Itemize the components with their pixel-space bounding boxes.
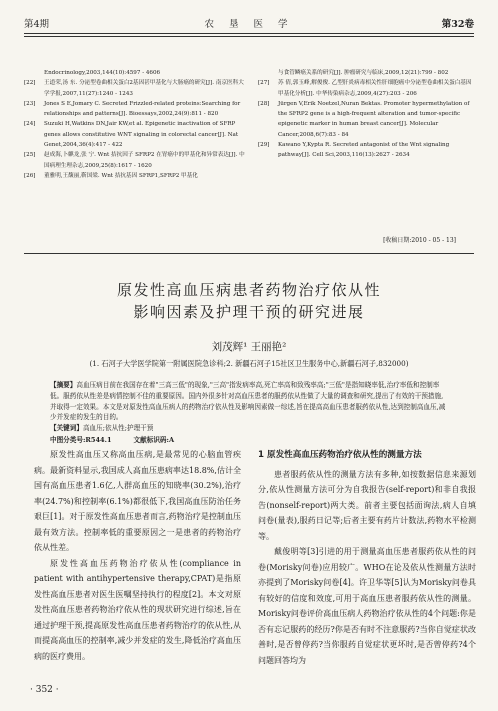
received-date: [收稿日期:2010 - 05 - 13]	[383, 237, 456, 244]
keywords-label: 【关键词】	[50, 424, 83, 433]
author-affiliation: (1. 石河子大学医学院第一附属医院急诊科;2. 新疆石河子15社区卫生服务中心,新疆石河子,832000)	[89, 359, 409, 368]
section-heading: 1 原发性高血压药物治疗依从性的测量方法	[258, 450, 422, 460]
keywords-text: 高血压;依从性;护理干预	[82, 424, 154, 433]
section-divider	[24, 253, 474, 254]
body-paragraph: 原发性高血压又称高血压病,是最常见的心脑血管疾病。最新资料显示,我国成人高血压患病率达18.8%,估计全国有高血压患者1.6亿,人群高血压的知晓率(30.2%),治疗率(24.7%)和控制率(6.1%)都很低下,我国高血压防治任务艰巨[1]。对于原发性高血压患者而言,药物治疗是控制血压最有效方法。控制率低的重要原因之一是患者的药物治疗依从性差。	[34, 450, 241, 552]
article-title-line-2: 影响因素及护理干预的研究进展	[133, 303, 365, 321]
reference-item: [28] Jürgen V,Erik Noetzel,Nuran Bektas. Promoter hypermethylation of the SFRP2 gene is a high-frequent alteration and tumor-specific epigenetic marker in human breast cancer[J]. Molecular Cancer,2008,6(7):83 - 84	[258, 100, 470, 138]
article-title-line-1: 原发性高血压病患者药物治疗依从性	[116, 281, 381, 299]
header-rule-thin	[24, 36, 474, 37]
body-right-column	[258, 447, 476, 668]
keywords	[50, 423, 448, 434]
header-rule-thick	[24, 33, 474, 34]
body-paragraph: 患者服药依从性的测量方法有多种,如按数据信息来源划分,依从性测量方法可分为自我报告(self-report)和非自我报告(nonself-report)两大类。前者主要包括面询法,病人自填问卷(量表),服药日记等;后者主要有药片计数法,药物水平检测等。	[258, 469, 476, 541]
abstract-label: 【摘要】	[50, 381, 77, 389]
reference-item: [29] Kawano Y,Kypta R. Secreted antagonist of the Wnt signaling pathway[J]. Cell Sci,2003,116(13):2627 - 2634	[258, 142, 450, 159]
body-paragraph: 戴俊明等[3]引进的用于测量高血压患者服药依从性的问卷(Morisky问卷)应用较广。WHO在论及依从性测量方法时亦提到了Morisky问卷[4]。许卫华等[5]认为Morisky问卷具有较好的信度和效度,可用于高血压患者服药依从性的测量。Morisky问卷评价高血压病人药物治疗依从性的4个问题:你是否有忘记服药的经历?你是否有时不注意服药?当你自觉症状改善时,是否曾停药?当你服药自觉症状更坏时,是否曾停药?4个问题回答均为	[258, 547, 476, 665]
page-number: · 352 ·	[30, 685, 59, 695]
reference-item: 与食管鳞癌关系的研究[J]. 肿瘤研究与临床,2009,12(21):799 - 802	[278, 70, 449, 76]
abstract-block	[50, 380, 448, 446]
reference-item: [25] 赵成海,卜麒龙,张 宁. Wnt 拮抗因子 SFRP2 在胃癌中的甲基化和异常表达[J]. 中国病理生理杂志,2009,25(8):1617 - 1620	[24, 152, 245, 169]
reference-item: [22] 王道荣,汤 东. 分泌型卷曲相关蛋白2基因甚甲基化与大肠癌的研究[J]. 南京医科大学学报,2007,11(27):1240 - 1243	[24, 80, 244, 97]
body-left-column	[34, 447, 241, 664]
reference-item: [26] 董雅明,王馥丽,靳国梁. Wnt 拮抗基因 SFRP1,SFRP2 甲基化	[24, 172, 198, 179]
document-code: A	[168, 435, 175, 444]
references-right-column	[258, 68, 476, 161]
abstract	[50, 380, 448, 423]
clc-code: R544.1	[85, 435, 112, 444]
volume-number: 第32卷	[441, 19, 474, 30]
reference-item: [24] Suzuki H,Watkins DN,Jair KW,et al. Epigenetic inactivation of SFRP genes allows constitutive WNT signaling in colorectal cancer[J]. Nat Genet,2004,36(4):417 - 422	[24, 121, 239, 149]
classification-line: 中图分类号:R544.1 文献标识码:A	[50, 435, 175, 444]
running-header	[24, 14, 474, 30]
reference-item: [27] 苏 倩,郭玉峰,解俊俊. 乙型肝炎病毒相关性肝细胞癌中分泌型卷曲相关蛋白基因甲基化分析[J]. 中华传染病杂志,2009,4(27):203 - 206	[258, 80, 472, 97]
reference-item: Endocrinology,2003,144(10):4597 - 4606	[44, 70, 161, 76]
reference-item: [23] Jones S E,Jomary C. Secreted Frizzled-related proteins:Searching for relationships and patterns[J]. Bioessays,2002,24(9):811 - 820	[24, 100, 241, 118]
article-authors: 刘茂辉¹ 王丽艳²	[211, 341, 287, 353]
references-left-column	[24, 68, 249, 181]
abstract-text: 高血压病目前在我国存在着"三高三低"的现象,"三高"指发病率高,死亡率高和致残率高;"三低"是指知晓率低,治疗率低和控制率低。服药依从性差是病情控制不佳的重要原因。国内外很多针对高血压患者的服药依从性做了大量的调查和研究,提出了有效的干预措施,并取得一定效果。本文是对原发性高血压病人的药物治疗依从性及影响因素做一综述,旨在提高高血压患者服药依从性,达到控制高血压,减少并发症的发生的目的。	[50, 381, 446, 422]
journal-name: 农 垦 医 学	[204, 19, 294, 30]
body-paragraph: 原发性高血压药物治疗依从性(compliance in patient with antihypertensive therapy,CPAT)是指原发性高血压患者对医生医嘱坚持执行的程度[2]。本文对原发性高血压患者药物治疗依从性的现状研究进行综述,旨在通过护理干预,提高原发性高血压患者药物治疗的依从性,从而提高高血压的控制率,减少并发症的发生,降低治疗高血压病的医疗费用。	[34, 558, 241, 661]
issue-number: 第4期	[24, 19, 50, 30]
